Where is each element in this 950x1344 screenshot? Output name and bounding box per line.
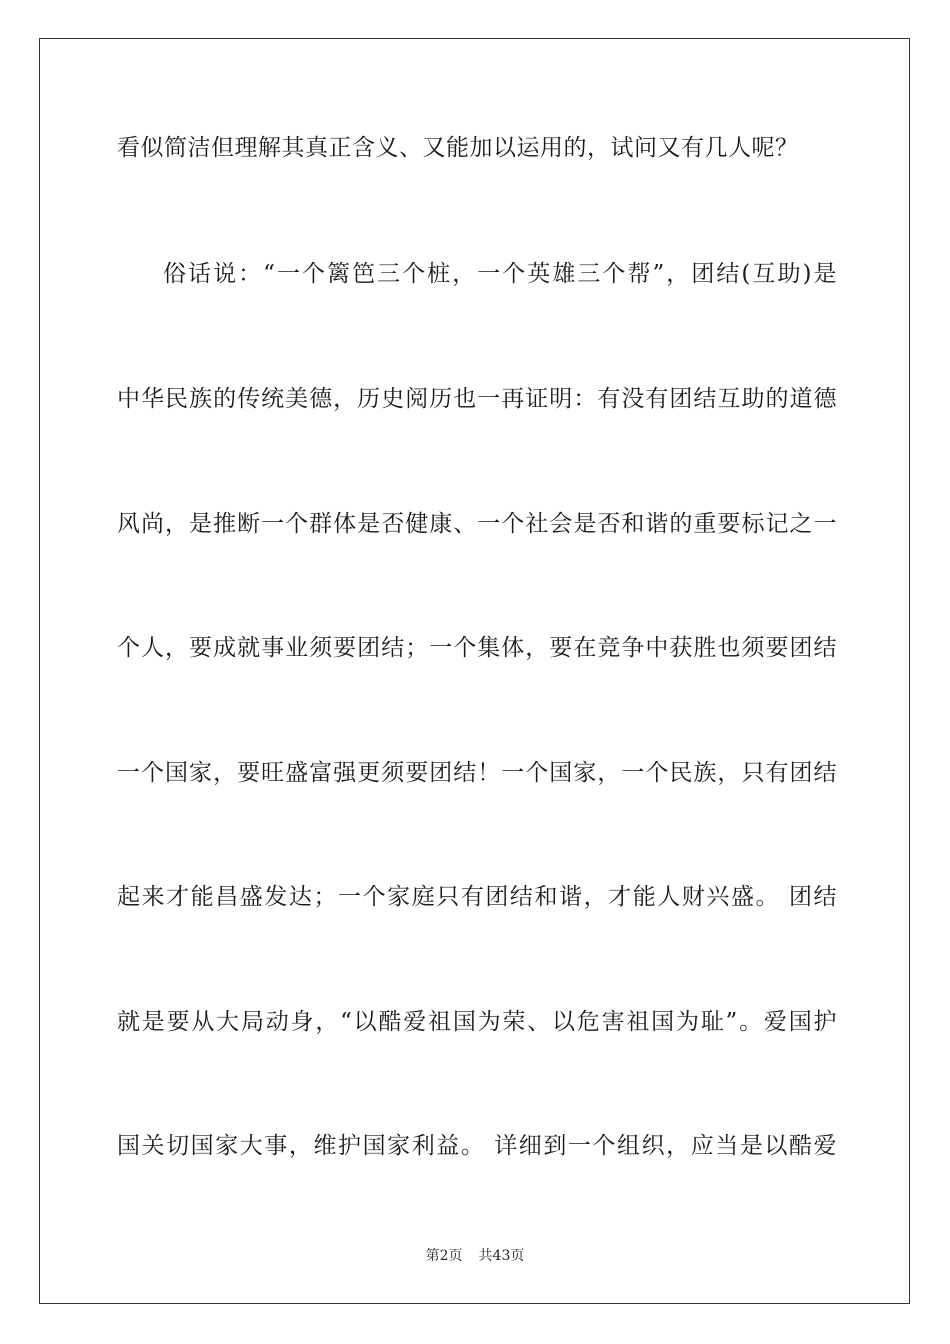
text-line: 看似简洁但理解其真正含义、又能加以运用的，试问又有几人呢？ (117, 135, 799, 161)
text-line: 中华民族的传统美德，历史阅历也一再证明：有没有团结互助的道德 (117, 386, 837, 412)
text-line: 起来才能昌盛发达；一个家庭只有团结和谐，才能人财兴盛。 团结 (117, 884, 837, 910)
text-line: 就是要从大局动身，“以酷爱祖国为荣、以危害祖国为耻”。爱国护 (117, 1009, 837, 1035)
text-line: 国关切国家大事，维护国家利益。 详细到一个组织，应当是以酷爱 (117, 1133, 837, 1159)
text-line: 一个国家，要旺盛富强更须要团结！一个国家，一个民族，只有团结 (117, 760, 837, 786)
page-total: 共43页 (478, 1248, 525, 1264)
paragraph-start-line: 俗话说：“一个篱笆三个桩，一个英雄三个帮”，团结(互助)是 (163, 261, 837, 287)
page-number: 第2页 (425, 1248, 463, 1264)
text-line: 风尚，是推断一个群体是否健康、一个社会是否和谐的重要标记之一 (117, 511, 837, 537)
text-line: 个人，要成就事业须要团结；一个集体，要在竞争中获胜也须要团结 (117, 635, 837, 661)
page-border (39, 38, 910, 1304)
page-footer (0, 1246, 950, 1266)
